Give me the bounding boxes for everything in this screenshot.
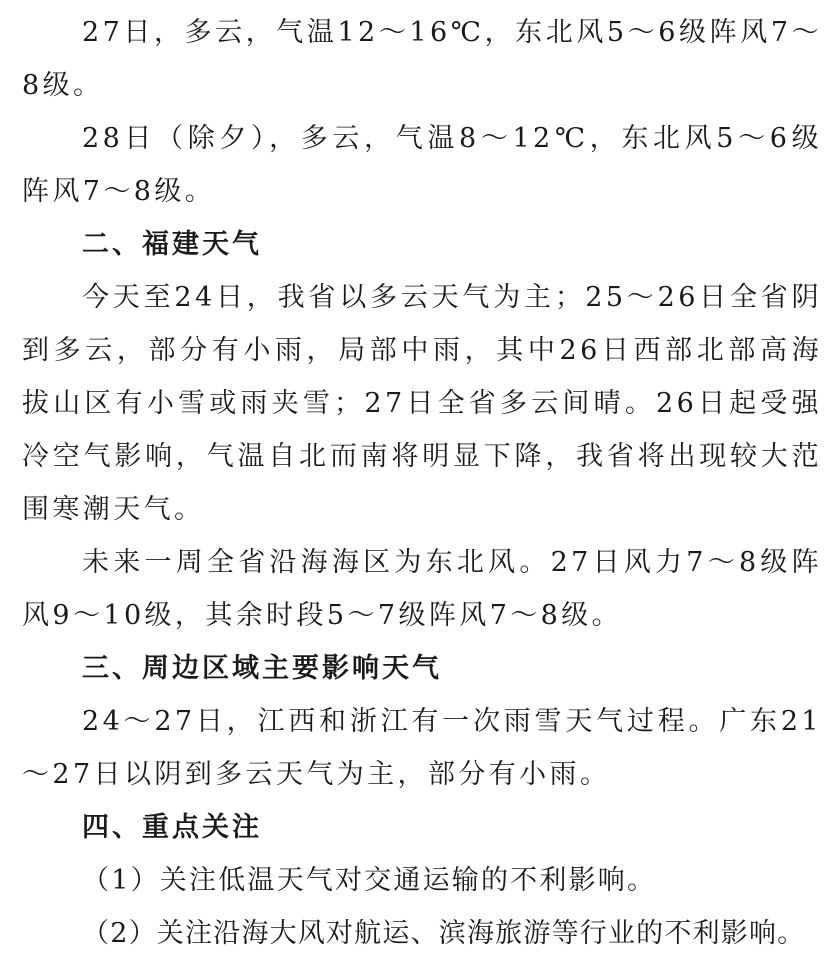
paragraph-surrounding-regions: 24～27日，江西和浙江有一次雨雪天气过程。广东21～27日以阴到多云天气为主，部分有小雨。 (22, 706, 822, 790)
section-heading-fujian-weather: 二、福建天气 (82, 229, 262, 260)
paragraph-day-27: 27日，多云，气温12～16℃，东北风5～6级阵风7～8级。 (22, 17, 822, 101)
paragraph-fujian-sea-wind: 未来一周全省沿海海区为东北风。27日风力7～8级阵风9～10级，其余时段5～7级阵风7～8级。 (22, 547, 822, 631)
section-heading-key-attention: 四、重点关注 (82, 812, 262, 843)
paragraph-fujian-forecast: 今天至24日，我省以多云天气为主；25～26日全省阴到多云，部分有小雨，局部中雨，其中26日西部北部高海拔山区有小雪或雨夹雪；27日全省多云间晴。26日起受强冷空气影响，气温自北而南将明显下降，我省将出现较大范围寒潮天气。 (22, 282, 822, 525)
attention-item-1: （1）关注低温天气对交通运输的不利影响。 (82, 865, 657, 896)
attention-item-2: （2）关注沿海大风对航运、滨海旅游等行业的不利影响。 (82, 918, 806, 949)
document-body (22, 6, 822, 960)
section-heading-surrounding-regions: 三、周边区域主要影响天气 (82, 653, 442, 684)
paragraph-day-28: 28日（除夕），多云，气温8～12℃，东北风5～6级阵风7～8级。 (22, 123, 822, 207)
